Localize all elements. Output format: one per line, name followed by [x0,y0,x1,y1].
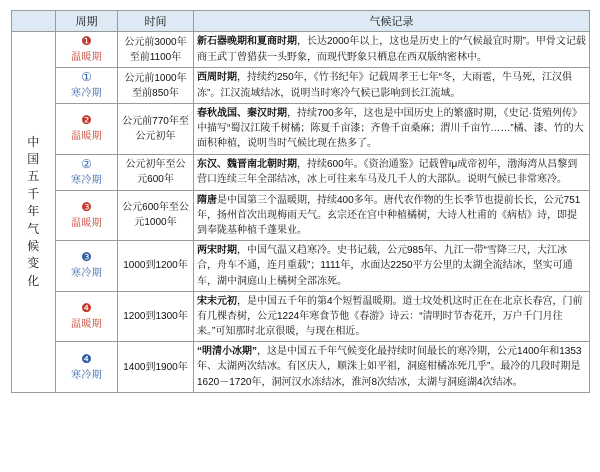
table-row [12,241,590,292]
record-lead: “明清小冰期” [197,346,257,358]
period-marker-icon: ❹ [81,300,92,315]
record-lead: 春秋战国、秦汉时期 [197,108,287,119]
period-marker-icon: ② [81,156,92,171]
table-row [12,68,590,104]
time-cell: 公元600年至公元1000年 [118,190,194,241]
time-cell: 公元初年至公元600年 [118,154,194,190]
time-cell: 1200到1300年 [118,291,194,342]
time-cell: 1400到1900年 [118,342,194,393]
record-lead: 新石器晚期和夏商时期 [197,36,297,48]
period-marker-icon: ❷ [81,113,92,128]
period-cell [56,154,118,190]
table-row [12,190,590,241]
period-cell [56,190,118,241]
time-cell: 公元前3000年至前1100年 [118,32,194,68]
time-cell: 公元前770年至公元初年 [118,104,194,155]
period-marker-icon: ① [81,70,92,84]
table-row [12,32,590,68]
record-text: ，持续600年。《资治通鉴》记载曾ïμ成帝初年，渤海湾从昌黎到营口连续三年全部结冰，冰上可往来车马及几千人的大部队。说明气候已非常寒冷。 [197,158,578,186]
period-marker-icon: ❶ [81,34,92,48]
period-cell [56,241,118,292]
record-lead: 西周时期 [197,72,237,84]
climate-change-table [11,10,590,393]
row-title-text: 中国五千年气候变化 [27,134,40,288]
period-cell [56,68,118,104]
record-cell [194,104,590,155]
record-lead: 东汉、魏晋南北朝时期 [197,158,297,170]
record-text: ，长达2000年以上，这也是历史上的“气候最宜时期”。甲骨文记载商王武丁曾猎获一头野象，而现代野象只栖息在西双版纳密林中。 [197,36,586,63]
table-row [12,291,590,342]
row-title-vertical [12,32,56,393]
table-row [12,342,590,393]
table-row [12,104,590,155]
period-cell [56,342,118,393]
period-marker-icon: ❹ [81,351,92,366]
period-cell [56,291,118,342]
period-label: 寒冷期 [71,88,102,99]
period-label: 寒冷期 [71,268,102,280]
column-header-time: 时间 [118,11,194,32]
record-text: ，持续700多年，这也是中国历史上的繁盛时期，《史记·货殖列传》中描写“蜀汉江陵千树橘；陈夏千亩漆；齐鲁千亩桑麻；渭川千亩竹……”橘、漆、竹的大面积种植，说明当时气候比现在热多了。 [197,108,584,150]
record-lead: 隋唐 [197,194,217,206]
record-text: 是中国第三个温暖期，持续400多年。唐代农作物的生长季节也提前长长，公元751年，扬州首次出现梅雨天气。玄宗还在宫中种植橘树，大诗人杜甫的《病桔》诗，即提到奉陇基种植千蓬果业。 [197,194,581,236]
record-lead: 两宋时期 [197,245,237,257]
time-cell: 1000到1200年 [118,241,194,292]
period-marker-icon: ❸ [81,250,92,265]
record-text: ，中国气温又趋寒冷。史书记载，公元985年、九江一带“雪降三尺，大江冰合，舟车不通，连月重载”；1111年，水面达2250平方公里的太湖全流结冰，坚实可通车，湖中洞庭山上橘树全部冻死。 [197,245,573,287]
period-cell [56,104,118,155]
period-label: 寒冷期 [71,369,102,381]
record-cell [194,342,590,393]
column-header-record: 气候记录 [194,11,590,32]
period-cell [56,32,118,68]
period-marker-icon: ❸ [81,199,92,214]
time-cell: 公元前1000年至前850年 [118,68,194,104]
record-cell [194,68,590,104]
record-cell [194,32,590,68]
column-header-blank [12,11,56,32]
column-header-period: 周期 [56,11,118,32]
record-cell [194,154,590,190]
table-header-row [12,11,590,32]
document-page [0,10,600,472]
record-cell [194,190,590,241]
record-text: ，持续约250年，《竹书纪年》记载周孝王七年“冬，大雨雹，牛马死，江汉俱冻”。江汉流域结冰，说明当时寒冷气候已影响到长江流域。 [197,72,573,99]
record-cell [194,291,590,342]
record-text: ，这是中国五千年气候变化最持续时间最长的寒冷期，公元1400年和1353年、太湖两次结冰。有区庆人，顺洙上如平祖，洞庭柑橘冻死几乎”。最冷的几段时期是1620－1720年，洞河汉水冻结冰，淮河8次结冰，太湖与洞庭湖4次结冰。 [197,346,582,388]
record-text: ，是中国五千年的第4个短暂温暖期。道士坟处机这时正在在北京长春宫，门前有几棵杏树，公元1224年寒食节他《春游》诗云：“清明时节杏花开，万户千门月往来。”可知那时北京很暖，与现在相近。 [197,295,583,338]
period-label: 温暖期 [71,318,102,330]
period-label: 温暖期 [71,217,102,229]
record-lead: 宋末元初 [197,295,237,307]
period-label: 温暖期 [71,52,102,63]
period-label: 温暖期 [71,131,102,143]
table-body [12,32,590,393]
table-row [12,154,590,190]
period-label: 寒冷期 [71,174,102,186]
record-cell [194,241,590,292]
table-header [12,11,590,32]
